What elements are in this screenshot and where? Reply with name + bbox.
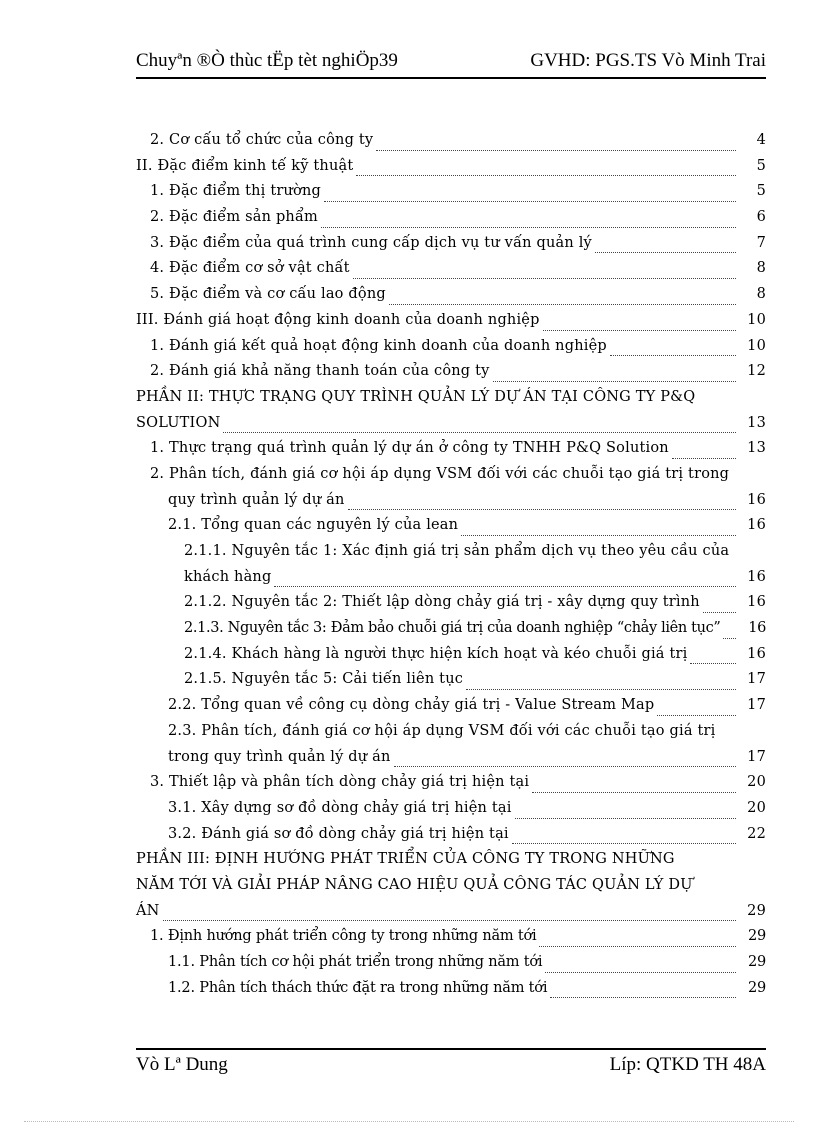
footer-author: Vò Lª Dung <box>136 1054 228 1075</box>
toc-entry[interactable] <box>136 954 766 980</box>
toc-entry-title-continued: ÁN <box>136 903 163 919</box>
toc-entry-title: PHẦN II: THỰC TRẠNG QUY TRÌNH QUẢN LÝ DỰ ÁN TẠI CÔNG TY P&Q <box>136 388 696 405</box>
footer-class: Líp: QTKD TH 48A <box>609 1054 766 1075</box>
toc-entry-title: 5. Đặc điểm và cơ cấu lao động <box>150 286 389 302</box>
toc-leader-dots <box>223 418 736 433</box>
toc-entry[interactable] <box>136 338 766 364</box>
toc-entry-page: 7 <box>756 234 766 251</box>
toc-entry-page: 29 <box>747 954 766 970</box>
toc-entry-page: 16 <box>747 645 766 662</box>
toc-entry-title: 2. Phân tích, đánh giá cơ hội áp dụng VSM đối với các chuỗi tạo giá trị trong <box>150 465 730 482</box>
header-divider <box>136 77 766 79</box>
toc-entry-page: 10 <box>747 311 766 328</box>
toc-entry[interactable] <box>136 980 766 1006</box>
toc-entry-title: 3.2. Đánh giá sơ đồ dòng chảy giá trị hiện tại <box>168 826 512 842</box>
toc-entry-title: 3. Thiết lập và phân tích dòng chảy giá trị hiện tại <box>150 774 532 790</box>
toc-leader-dots <box>515 804 736 819</box>
toc-entry[interactable] <box>136 286 766 312</box>
toc-entry[interactable] <box>136 569 766 595</box>
toc-entry-title: 1.2. Phân tích thách thức đặt ra trong những năm tới <box>168 980 550 996</box>
toc-leader-dots <box>274 572 736 587</box>
toc-entry-title-continued: quy trình quản lý dự án <box>168 492 348 508</box>
toc-entry-page: 8 <box>756 260 766 277</box>
toc-leader-dots <box>657 701 736 716</box>
page-footer <box>136 1052 766 1082</box>
toc-entry-title: 1. Định hướng phát triển công ty trong những năm tới <box>150 928 539 944</box>
toc-leader-dots <box>723 624 736 639</box>
toc-entry-page: 17 <box>747 671 766 688</box>
toc-entry-page: 5 <box>756 183 766 200</box>
toc-entry-first-line[interactable] <box>136 466 766 492</box>
toc-entry[interactable] <box>136 132 766 158</box>
toc-entry-title: 1. Đánh giá kết quả hoạt động kinh doanh của doanh nghiệp <box>150 338 610 354</box>
toc-leader-dots <box>545 958 736 973</box>
toc-entry[interactable] <box>136 671 766 697</box>
toc-entry-title: 4. Đặc điểm cơ sở vật chất <box>150 260 353 276</box>
toc-entry-first-line[interactable] <box>136 851 766 877</box>
toc-entry-title: 1. Thực trạng quá trình quản lý dự án ở công ty TNHH P&Q Solution <box>150 440 672 456</box>
toc-entry-page: 13 <box>747 414 766 431</box>
toc-entry-title: 1. Đặc điểm thị trường <box>150 183 324 199</box>
toc-entry-first-line[interactable] <box>136 389 766 415</box>
toc-entry-title: 2.1.4. Khách hàng là người thực hiện kích hoạt và kéo chuỗi giá trị <box>184 646 690 662</box>
toc-leader-dots <box>376 136 736 151</box>
toc-leader-dots <box>595 238 736 253</box>
toc-entry[interactable] <box>136 312 766 338</box>
footer-divider <box>136 1048 766 1050</box>
toc-leader-dots <box>543 316 736 331</box>
toc-leader-dots <box>356 161 736 176</box>
toc-entry-title: 2.1.3. Nguyên tắc 3: Đảm bảo chuỗi giá trị của doanh nghiệp “chảy liên tục” <box>184 620 723 636</box>
toc-entry-page: 12 <box>747 363 766 380</box>
toc-entry-title: 2.1.2. Nguyên tắc 2: Thiết lập dòng chảy giá trị - xây dựng quy trình <box>184 594 703 610</box>
toc-entry[interactable] <box>136 158 766 184</box>
toc-entry[interactable] <box>136 492 766 518</box>
toc-entry-title: 2. Đánh giá khả năng thanh toán của công ty <box>150 363 493 379</box>
toc-leader-dots <box>389 290 736 305</box>
header-document-title: Chuyªn ®Ò thùc tËp tèt nghiÖp39 <box>136 50 398 71</box>
toc-leader-dots <box>690 649 736 664</box>
toc-entry[interactable] <box>136 620 766 646</box>
toc-entry-title: 2.2. Tổng quan về công cụ dòng chảy giá trị - Value Stream Map <box>168 697 657 713</box>
toc-entry-page: 13 <box>747 440 766 457</box>
toc-entry-title: II. Đặc điểm kinh tế kỹ thuật <box>136 158 356 174</box>
toc-entry[interactable] <box>136 183 766 209</box>
toc-leader-dots <box>672 444 736 459</box>
toc-leader-dots <box>324 187 736 202</box>
toc-entry[interactable] <box>136 749 766 775</box>
toc-leader-dots <box>321 213 736 228</box>
toc-leader-dots <box>610 341 736 356</box>
toc-entry-page: 5 <box>756 157 766 174</box>
toc-leader-dots <box>550 983 736 998</box>
toc-leader-dots <box>466 675 736 690</box>
toc-entry-second-line[interactable] <box>136 877 766 903</box>
toc-entry-title: 2.3. Phân tích, đánh giá cơ hội áp dụng VSM đối với các chuỗi tạo giá trị <box>168 722 716 739</box>
toc-entry[interactable] <box>136 903 766 929</box>
toc-entry-page: 8 <box>756 286 766 303</box>
toc-leader-dots <box>461 521 736 536</box>
toc-entry-first-line[interactable] <box>136 543 766 569</box>
toc-leader-dots <box>348 495 736 510</box>
toc-leader-dots <box>493 367 736 382</box>
toc-entry-title: 2. Cơ cấu tổ chức của công ty <box>150 132 376 148</box>
toc-entry-title: 2.1.5. Nguyên tắc 5: Cải tiến liên tục <box>184 671 466 687</box>
toc-entry-title-continued: SOLUTION <box>136 415 223 431</box>
toc-entry-page: 22 <box>747 825 766 842</box>
toc-entry-page: 6 <box>756 209 766 226</box>
toc-entry-title-continued: NĂM TỚI VÀ GIẢI PHÁP NÂNG CAO HIỆU QUẢ CÔNG TÁC QUẢN LÝ DỰ <box>136 876 693 893</box>
toc-entry[interactable] <box>136 517 766 543</box>
page-header <box>136 48 766 78</box>
toc-entry-page: 29 <box>747 979 766 996</box>
toc-entry-page: 10 <box>747 337 766 354</box>
toc-entry-title: 3. Đặc điểm của quá trình cung cấp dịch vụ tư vấn quản lý <box>150 235 595 251</box>
toc-entry-title: 2.1.1. Nguyên tắc 1: Xác định giá trị sản phẩm dịch vụ theo yêu cầu của <box>184 543 730 559</box>
toc-entry-page: 16 <box>747 568 766 585</box>
toc-entry[interactable] <box>136 826 766 852</box>
toc-entry-page: 17 <box>747 748 766 765</box>
toc-entry-title-continued: trong quy trình quản lý dự án <box>168 749 394 765</box>
toc-entry[interactable] <box>136 363 766 389</box>
toc-entry-title: 2. Đặc điểm sản phẩm <box>150 209 321 225</box>
toc-leader-dots <box>163 906 736 921</box>
toc-entry[interactable] <box>136 800 766 826</box>
toc-entry-title-continued: khách hàng <box>184 569 274 585</box>
toc-entry[interactable] <box>136 260 766 286</box>
toc-entry[interactable] <box>136 646 766 672</box>
toc-entry-page: 29 <box>747 902 766 919</box>
header-supervisor: GVHD: PGS.TS Vò Minh Trai <box>530 50 766 71</box>
toc-entry-page: 16 <box>748 620 766 637</box>
toc-entry-title: PHẦN III: ĐỊNH HƯỚNG PHÁT TRIỂN CỦA CÔNG TY TRONG NHỮNG <box>136 851 675 868</box>
page-boundary <box>24 1121 794 1122</box>
toc-leader-dots <box>532 778 736 793</box>
toc-entry[interactable] <box>136 235 766 261</box>
toc-leader-dots <box>512 829 736 844</box>
toc-entry-page: 16 <box>747 517 766 534</box>
toc-entry[interactable] <box>136 440 766 466</box>
toc-leader-dots <box>353 264 736 279</box>
toc-entry-page: 20 <box>747 799 766 816</box>
toc-entry-page: 20 <box>747 774 766 791</box>
toc-entry-title: III. Đánh giá hoạt động kinh doanh của doanh nghiệp <box>136 312 543 328</box>
toc-entry-page: 4 <box>756 132 766 148</box>
toc-entry[interactable] <box>136 594 766 620</box>
toc-leader-dots <box>539 932 736 947</box>
toc-entry-page: 16 <box>747 594 766 611</box>
toc-entry[interactable] <box>136 209 766 235</box>
toc-entry-page: 16 <box>747 491 766 508</box>
toc-leader-dots <box>703 598 736 613</box>
toc-leader-dots <box>394 752 737 767</box>
toc-entry[interactable] <box>136 928 766 954</box>
toc-entry[interactable] <box>136 697 766 723</box>
toc-entry-page: 29 <box>747 928 766 945</box>
table-of-contents <box>136 132 766 1005</box>
toc-entry-title: 2.1. Tổng quan các nguyên lý của lean <box>168 517 461 533</box>
toc-entry[interactable] <box>136 774 766 800</box>
toc-entry-first-line[interactable] <box>136 723 766 749</box>
toc-entry[interactable] <box>136 415 766 441</box>
toc-entry-title: 3.1. Xây dựng sơ đồ dòng chảy giá trị hiện tại <box>168 800 515 816</box>
toc-entry-title: 1.1. Phân tích cơ hội phát triển trong những năm tới <box>168 954 545 970</box>
toc-entry-page: 17 <box>747 697 766 714</box>
